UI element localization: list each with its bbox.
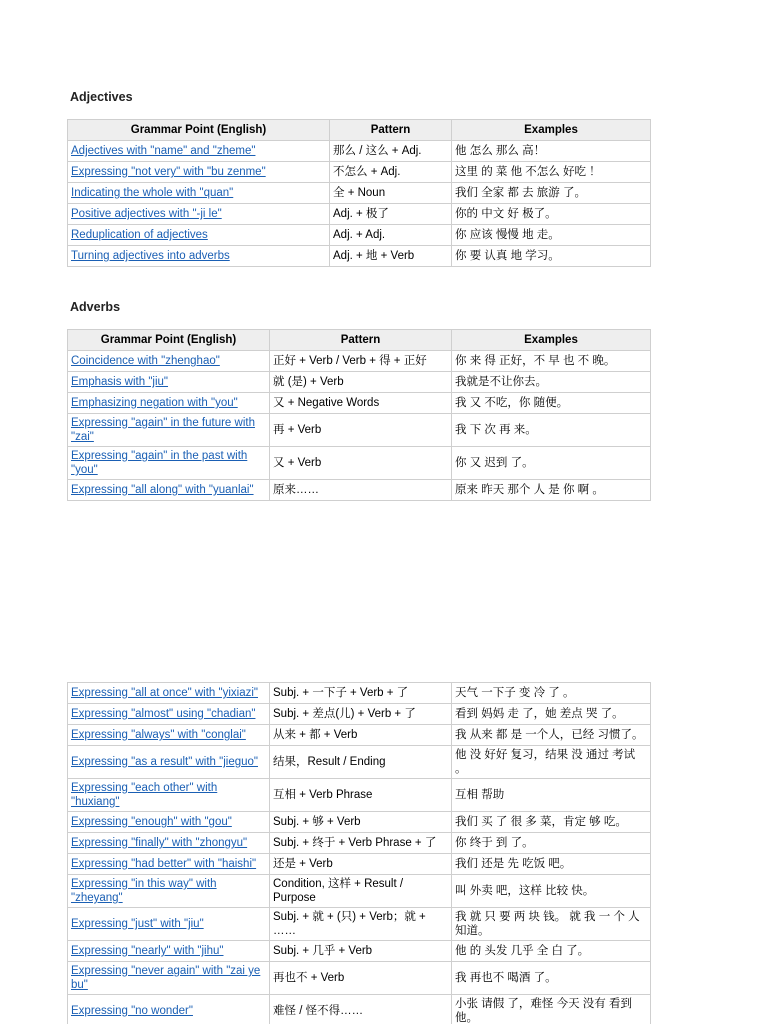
example-cell: 他 没 好好 复习，结果 没 通过 考试 。	[452, 746, 651, 779]
table-row	[68, 854, 651, 875]
pattern-cell: 原来……	[270, 480, 452, 501]
grammar-point-link[interactable]: Expressing "as a result" with "jieguo"	[71, 756, 258, 768]
grammar-point-link[interactable]: Expressing "all at once" with "yixiazi"	[71, 687, 258, 699]
pattern-cell: 互相 + Verb Phrase	[270, 779, 452, 812]
table-row	[68, 225, 651, 246]
example-cell: 叫 外卖 吧，这样 比较 快。	[452, 875, 651, 908]
table-row	[68, 833, 651, 854]
grammar-point-link[interactable]: Expressing "not very" with "bu zenme"	[71, 166, 266, 178]
pattern-cell: 难怪 / 怪不得……	[270, 995, 452, 1024]
table-row	[68, 447, 651, 480]
pattern-cell: Subj. + 一下子 + Verb + 了	[270, 683, 452, 704]
table-row	[68, 414, 651, 447]
column-header-examples: Examples	[452, 120, 651, 141]
grammar-point-link[interactable]: Expressing "just" with "jiu"	[71, 918, 204, 930]
pattern-cell: 全 + Noun	[330, 183, 452, 204]
example-cell: 你 要 认真 地 学习。	[452, 246, 651, 267]
grammar-point-link[interactable]: Expressing "in this way" with "zheyang"	[71, 878, 217, 904]
table-row	[68, 995, 651, 1024]
example-cell: 互相 帮助	[452, 779, 651, 812]
grammar-point-link[interactable]: Expressing "finally" with "zhongyu"	[71, 837, 248, 849]
pattern-cell: 再 + Verb	[270, 414, 452, 447]
table-row	[68, 908, 651, 941]
adverbs-continued-table	[67, 682, 651, 1024]
pattern-cell: Subj. + 差点(儿) + Verb + 了	[270, 704, 452, 725]
column-header-grammar-point: Grammar Point (English)	[68, 120, 330, 141]
pattern-cell: 从来 + 都 + Verb	[270, 725, 452, 746]
example-cell: 你 应该 慢慢 地 走。	[452, 225, 651, 246]
example-cell: 我 从来 都 是 一个人，已经 习惯了。	[452, 725, 651, 746]
table-row	[68, 941, 651, 962]
table-row	[68, 183, 651, 204]
adverbs-table	[67, 329, 651, 501]
example-cell: 我 又 不吃，你 随便。	[452, 393, 651, 414]
pattern-cell: 又 + Negative Words	[270, 393, 452, 414]
table-row	[68, 204, 651, 225]
grammar-point-link[interactable]: Reduplication of adjectives	[71, 229, 208, 241]
example-cell: 天气 一下子 变 冷 了 。	[452, 683, 651, 704]
example-cell: 我 下 次 再 来。	[452, 414, 651, 447]
grammar-point-link[interactable]: Adjectives with "name" and "zheme"	[71, 145, 256, 157]
grammar-point-link[interactable]: Expressing "no wonder"	[71, 1005, 193, 1017]
example-cell: 你 终于 到 了。	[452, 833, 651, 854]
table-row	[68, 246, 651, 267]
column-header-examples: Examples	[452, 330, 651, 351]
grammar-point-link[interactable]: Emphasis with "jiu"	[71, 376, 169, 388]
adjectives-table	[67, 119, 651, 267]
column-header-pattern: Pattern	[330, 120, 452, 141]
pattern-cell: 结果，Result / Ending	[270, 746, 452, 779]
table-row	[68, 779, 651, 812]
pattern-cell: Subj. + 就 + (只) + Verb；就 + ……	[270, 908, 452, 941]
grammar-point-link[interactable]: Coincidence with "zhenghao"	[71, 355, 220, 367]
example-cell: 他 的 头发 几乎 全 白 了。	[452, 941, 651, 962]
column-header-pattern: Pattern	[270, 330, 452, 351]
table-row	[68, 162, 651, 183]
example-cell: 你 又 迟到 了。	[452, 447, 651, 480]
pattern-cell: Adj. + 地 + Verb	[330, 246, 452, 267]
grammar-point-link[interactable]: Expressing "all along" with "yuanlai"	[71, 484, 254, 496]
pattern-cell: 那么 / 这么 + Adj.	[330, 141, 452, 162]
example-cell: 我就是不让你去。	[452, 372, 651, 393]
pattern-cell: 还是 + Verb	[270, 854, 452, 875]
grammar-point-link[interactable]: Expressing "always" with "conglai"	[71, 729, 246, 741]
grammar-point-link[interactable]: Positive adjectives with "-ji le"	[71, 208, 222, 220]
table-row	[68, 480, 651, 501]
pattern-cell: 就 (是) + Verb	[270, 372, 452, 393]
table-row	[68, 683, 651, 704]
table-row	[68, 372, 651, 393]
pattern-cell: Adj. + Adj.	[330, 225, 452, 246]
table-row	[68, 393, 651, 414]
table-row	[68, 875, 651, 908]
table-row	[68, 962, 651, 995]
pattern-cell: 正好 + Verb / Verb + 得 + 正好	[270, 351, 452, 372]
example-cell: 这里 的 菜 他 不怎么 好吃 ！	[452, 162, 651, 183]
grammar-point-link[interactable]: Expressing "almost" using "chadian"	[71, 708, 256, 720]
example-cell: 我 再也不 喝酒 了。	[452, 962, 651, 995]
grammar-point-link[interactable]: Turning adjectives into adverbs	[71, 250, 230, 262]
pattern-cell: 又 + Verb	[270, 447, 452, 480]
table-row	[68, 812, 651, 833]
pattern-cell: Subj. + 几乎 + Verb	[270, 941, 452, 962]
pattern-cell: 再也不 + Verb	[270, 962, 452, 995]
grammar-point-link[interactable]: Expressing "again" in the future with "zai"	[71, 417, 255, 443]
table-row	[68, 141, 651, 162]
example-cell: 我们 全家 都 去 旅游 了。	[452, 183, 651, 204]
pattern-cell: Subj. + 够 + Verb	[270, 812, 452, 833]
table-row	[68, 704, 651, 725]
section-title-adjectives: Adjectives	[70, 90, 133, 104]
example-cell: 看到 妈妈 走 了，她 差点 哭 了。	[452, 704, 651, 725]
example-cell: 你 来 得 正好，不 早 也 不 晚。	[452, 351, 651, 372]
example-cell: 你的 中文 好 极了。	[452, 204, 651, 225]
column-header-grammar-point: Grammar Point (English)	[68, 330, 270, 351]
grammar-point-link[interactable]: Expressing "never again" with "zai ye bu"	[71, 965, 261, 991]
continued-table-region	[0, 680, 768, 1024]
table-row	[68, 725, 651, 746]
table-row	[68, 351, 651, 372]
grammar-point-link[interactable]: Expressing "enough" with "gou"	[71, 816, 232, 828]
pattern-cell: Condition, 这样 + Result / Purpose	[270, 875, 452, 908]
example-cell: 我 就 只 要 两 块 钱。 就 我 一 个 人 知道。	[452, 908, 651, 941]
example-cell: 小张 请假 了，难怪 今天 没有 看到 他。	[452, 995, 651, 1024]
table-row	[68, 746, 651, 779]
grammar-point-link[interactable]: Expressing "nearly" with "jihu"	[71, 945, 224, 957]
pattern-cell: 不怎么 + Adj.	[330, 162, 452, 183]
grammar-point-link[interactable]: Expressing "each other" with "huxiang"	[71, 782, 218, 808]
grammar-point-link[interactable]: Expressing "had better" with "haishi"	[71, 858, 257, 870]
example-cell: 我们 还是 先 吃饭 吧。	[452, 854, 651, 875]
example-cell: 原来 昨天 那个 人 是 你 啊 。	[452, 480, 651, 501]
pattern-cell: Subj. + 终于 + Verb Phrase + 了	[270, 833, 452, 854]
grammar-point-link[interactable]: Expressing "again" in the past with "you"	[71, 450, 248, 476]
grammar-point-link[interactable]: Indicating the whole with "quan"	[71, 187, 234, 199]
grammar-point-link[interactable]: Emphasizing negation with "you"	[71, 397, 238, 409]
section-title-adverbs: Adverbs	[70, 300, 121, 314]
example-cell: 我们 买 了 很 多 菜，肯定 够 吃。	[452, 812, 651, 833]
pattern-cell: Adj. + 极了	[330, 204, 452, 225]
example-cell: 他 怎么 那么 高！	[452, 141, 651, 162]
